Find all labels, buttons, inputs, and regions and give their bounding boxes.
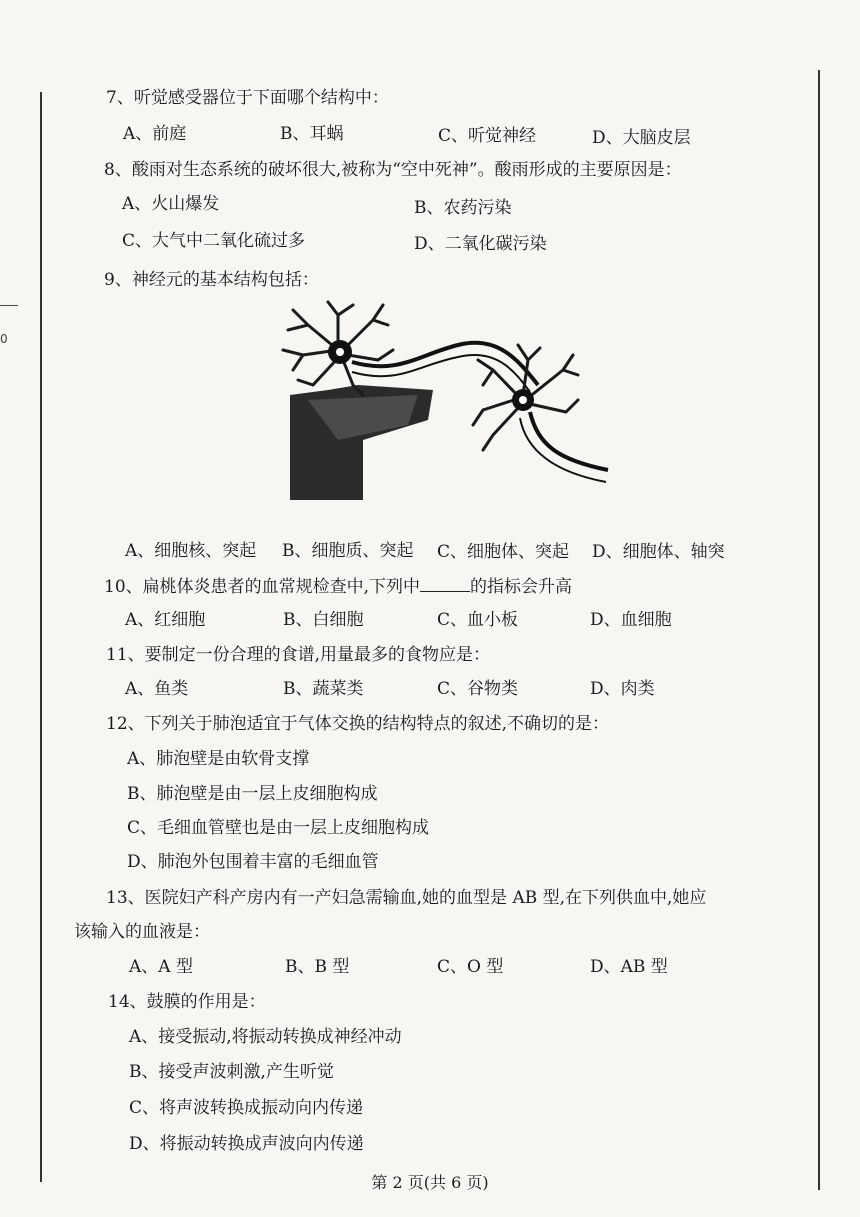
q13-option-b: B、B 型 — [285, 957, 350, 977]
question-13-stem-line1: 13、医院妇产科产房内有一产妇急需输血,她的血型是 AB 型,在下列供血中,她应 — [106, 888, 707, 908]
q7-option-a: A、前庭 — [123, 124, 187, 144]
question-13-stem-line2: 该输入的血液是： — [74, 922, 210, 942]
q10-stem-before: 10、扁桃体炎患者的血常规检查中,下列中 — [104, 577, 421, 597]
q8-option-d: D、二氧化碳污染 — [414, 234, 547, 254]
question-11-stem: 11、要制定一份合理的食谱,用量最多的食物应是： — [106, 645, 491, 665]
q13-option-a: A、A 型 — [129, 957, 193, 977]
q9-option-d: D、细胞体、轴突 — [592, 542, 725, 562]
q11-option-c: C、谷物类 — [437, 679, 519, 699]
q13-option-d: D、AB 型 — [590, 957, 668, 977]
q11-option-a: A、鱼类 — [125, 679, 189, 699]
q8-option-a: A、火山爆发 — [122, 194, 220, 214]
question-14-stem: 14、鼓膜的作用是： — [108, 992, 266, 1012]
q10-option-d: D、血细胞 — [590, 610, 672, 630]
q8-option-c: C、大气中二氧化硫过多 — [122, 231, 306, 251]
q10-option-a: A、红细胞 — [125, 610, 206, 630]
q7-option-c: C、听觉神经 — [438, 126, 537, 146]
q14-option-d: D、将振动转换成声波向内传递 — [129, 1134, 364, 1154]
binding-tick — [0, 305, 18, 306]
right-margin-line — [818, 70, 820, 1190]
q14-option-c: C、将声波转换成振动向内传递 — [129, 1098, 364, 1118]
q12-option-b: B、肺泡壁是由一层上皮细胞构成 — [127, 784, 378, 804]
q11-option-b: B、蔬菜类 — [283, 679, 364, 699]
q9-option-b: B、细胞质、突起 — [282, 541, 414, 561]
q9-option-c: C、细胞体、突起 — [437, 542, 570, 562]
q10-stem-after: 的指标会升高 — [470, 577, 573, 597]
question-8-stem: 8、酸雨对生态系统的破坏很大,被称为“空中死神”。酸雨形成的主要原因是： — [104, 160, 682, 180]
q12-option-a: A、肺泡壁是由软骨支撑 — [127, 749, 310, 769]
q14-option-b: B、接受声波刺激,产生听觉 — [129, 1062, 334, 1082]
q9-option-a: A、细胞核、突起 — [125, 541, 257, 561]
question-12-stem: 12、下列关于肺泡适宜于气体交换的结构特点的叙述,不确切的是： — [106, 714, 610, 734]
q14-option-a: A、接受振动,将振动转换成神经冲动 — [129, 1027, 402, 1047]
q11-option-d: D、肉类 — [590, 679, 655, 699]
q12-option-d: D、肺泡外包围着丰富的毛细血管 — [127, 852, 379, 872]
question-7-stem: 7、听觉感受器位于下面哪个结构中： — [106, 88, 389, 108]
q13-option-c: C、O 型 — [437, 957, 504, 977]
question-10-stem — [104, 573, 572, 599]
margin-mark: 0 — [0, 332, 8, 346]
q12-option-c: C、毛细血管壁也是由一层上皮细胞构成 — [127, 818, 430, 838]
neuron-illustration — [268, 300, 613, 510]
q7-option-d: D、大脑皮层 — [592, 128, 691, 148]
q10-option-c: C、血小板 — [437, 610, 519, 630]
q10-option-b: B、白细胞 — [283, 610, 364, 630]
left-margin-line — [40, 92, 42, 1182]
q8-option-b: B、农药污染 — [414, 198, 512, 218]
page-footer: 第 2 页(共 6 页) — [371, 1173, 489, 1192]
question-9-stem: 9、神经元的基本结构包括： — [104, 270, 319, 290]
q7-option-b: B、耳蜗 — [280, 124, 344, 144]
answer-blank — [420, 573, 470, 592]
